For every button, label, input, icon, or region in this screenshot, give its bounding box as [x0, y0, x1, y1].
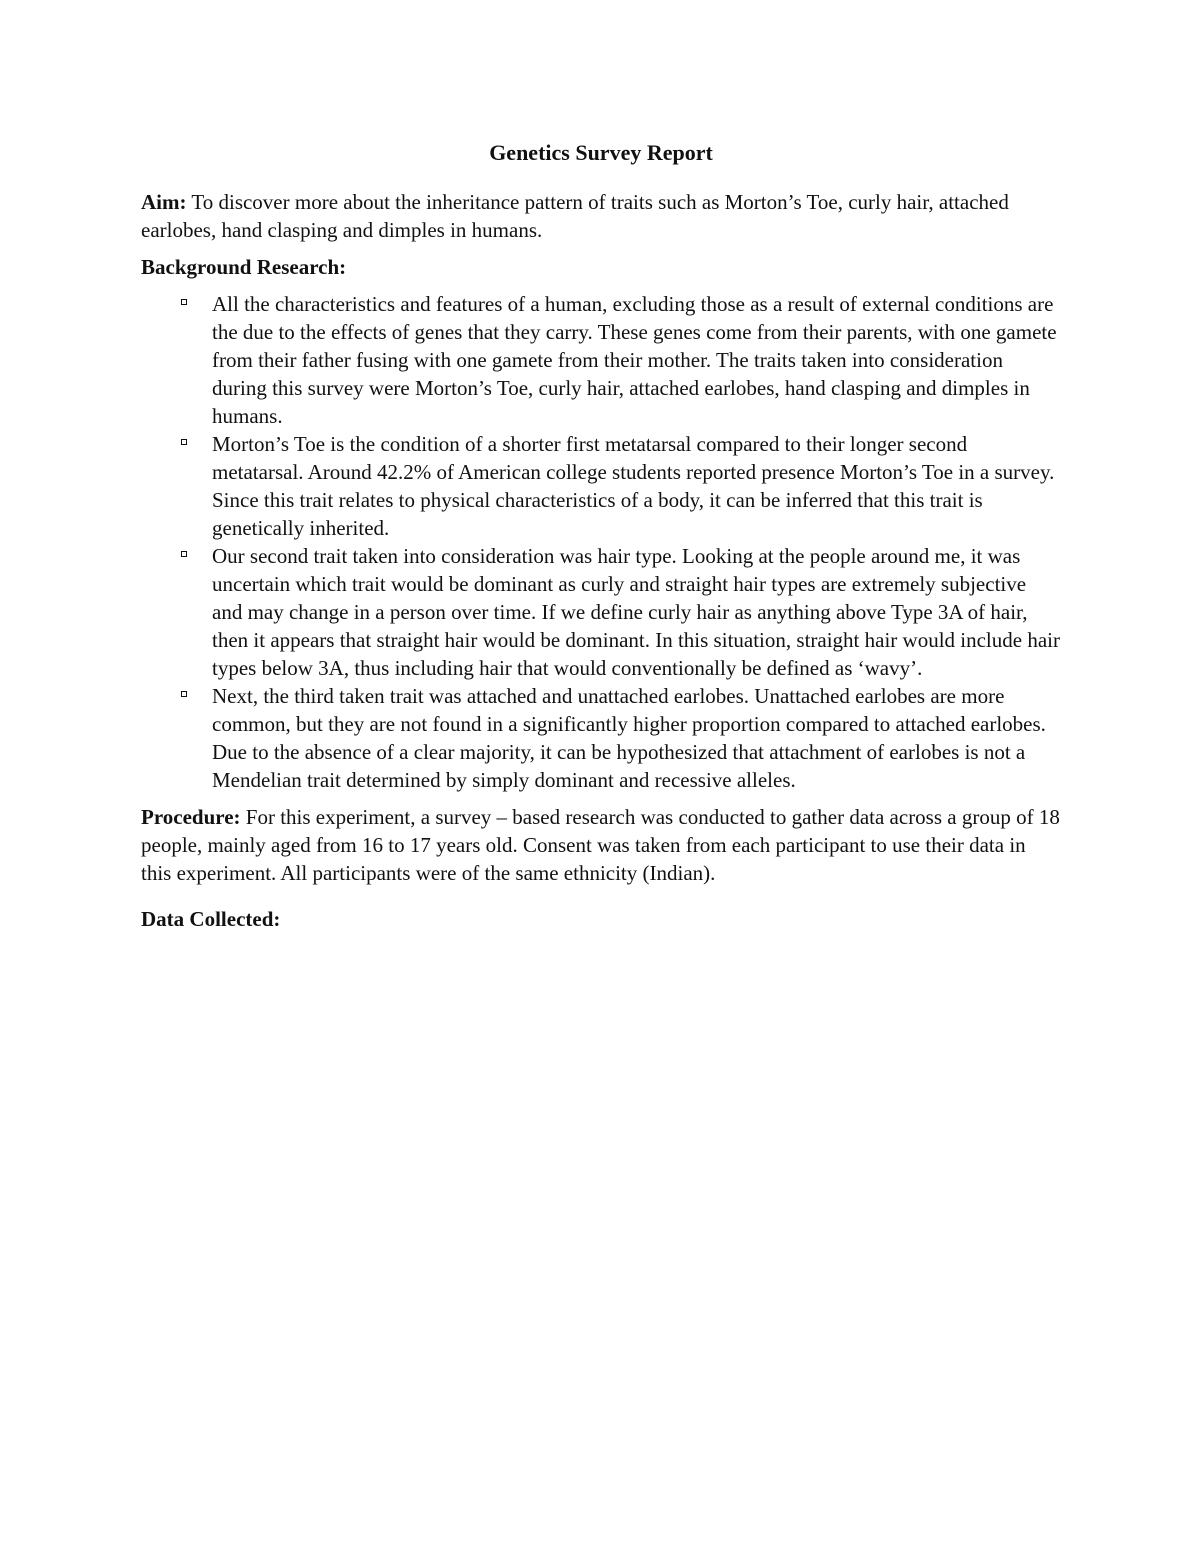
- aim-label: Aim:: [141, 190, 187, 214]
- square-bullet-icon: [181, 551, 187, 557]
- bullet-text: Next, the third taken trait was attached and unattached earlobes. Unattached earlobes are more common, but they are not found in a significantly higher proportion compared to attached earlobes. Due to the absence of a clear majority, it can be hypothesized that attachment of earlobes is not a Mendelian trait determined by simply dominant and recessive alleles.: [212, 684, 1046, 792]
- document-page: [141, 138, 1061, 942]
- list-item: [141, 682, 1061, 794]
- list-item: [141, 430, 1061, 542]
- square-bullet-icon: [181, 299, 187, 305]
- procedure-label: Procedure:: [141, 805, 241, 829]
- procedure-paragraph: [141, 803, 1061, 887]
- list-item: [141, 290, 1061, 430]
- square-bullet-icon: [181, 691, 187, 697]
- bullet-text: Our second trait taken into consideration was hair type. Looking at the people around me, it was uncertain which trait would be dominant as curly and straight hair types are extremely subjective and may change in a person over time. If we define curly hair as anything above Type 3A of hair, then it appears that straight hair would be dominant. In this situation, straight hair would include hair types below 3A, thus including hair that would conventionally be defined as ‘wavy’.: [212, 544, 1060, 680]
- aim-paragraph: [141, 188, 1061, 244]
- data-collected-heading: Data Collected:: [141, 907, 281, 931]
- spacer: [141, 896, 1061, 905]
- list-item: [141, 542, 1061, 682]
- bullet-text: All the characteristics and features of a human, excluding those as a result of external conditions are the due to the effects of genes that they carry. These genes come from their parents, with one gamete from their father fusing with one gamete from their mother. The traits taken into consideration during this survey were Morton’s Toe, curly hair, attached earlobes, hand clasping and dimples in humans.: [212, 292, 1057, 428]
- procedure-text: For this experiment, a survey – based research was conducted to gather data across a group of 18 people, mainly aged from 16 to 17 years old. Consent was taken from each participant to use their data in this experiment. All participants were of the same ethnicity (Indian).: [141, 805, 1060, 885]
- square-bullet-icon: [181, 439, 187, 445]
- aim-text: To discover more about the inheritance pattern of traits such as Morton’s Toe, curly hair, attached earlobes, hand clasping and dimples in humans.: [141, 190, 1009, 242]
- document-title: Genetics Survey Report: [489, 140, 713, 165]
- background-heading: Background Research:: [141, 255, 347, 279]
- background-bullet-list: [141, 290, 1061, 794]
- bullet-text: Morton’s Toe is the condition of a shorter first metatarsal compared to their longer second metatarsal. Around 42.2% of American college students reported presence Morton’s Toe in a survey. Since this trait relates to physical characteristics of a body, it can be inferred that this trait is genetically inherited.: [212, 432, 1055, 540]
